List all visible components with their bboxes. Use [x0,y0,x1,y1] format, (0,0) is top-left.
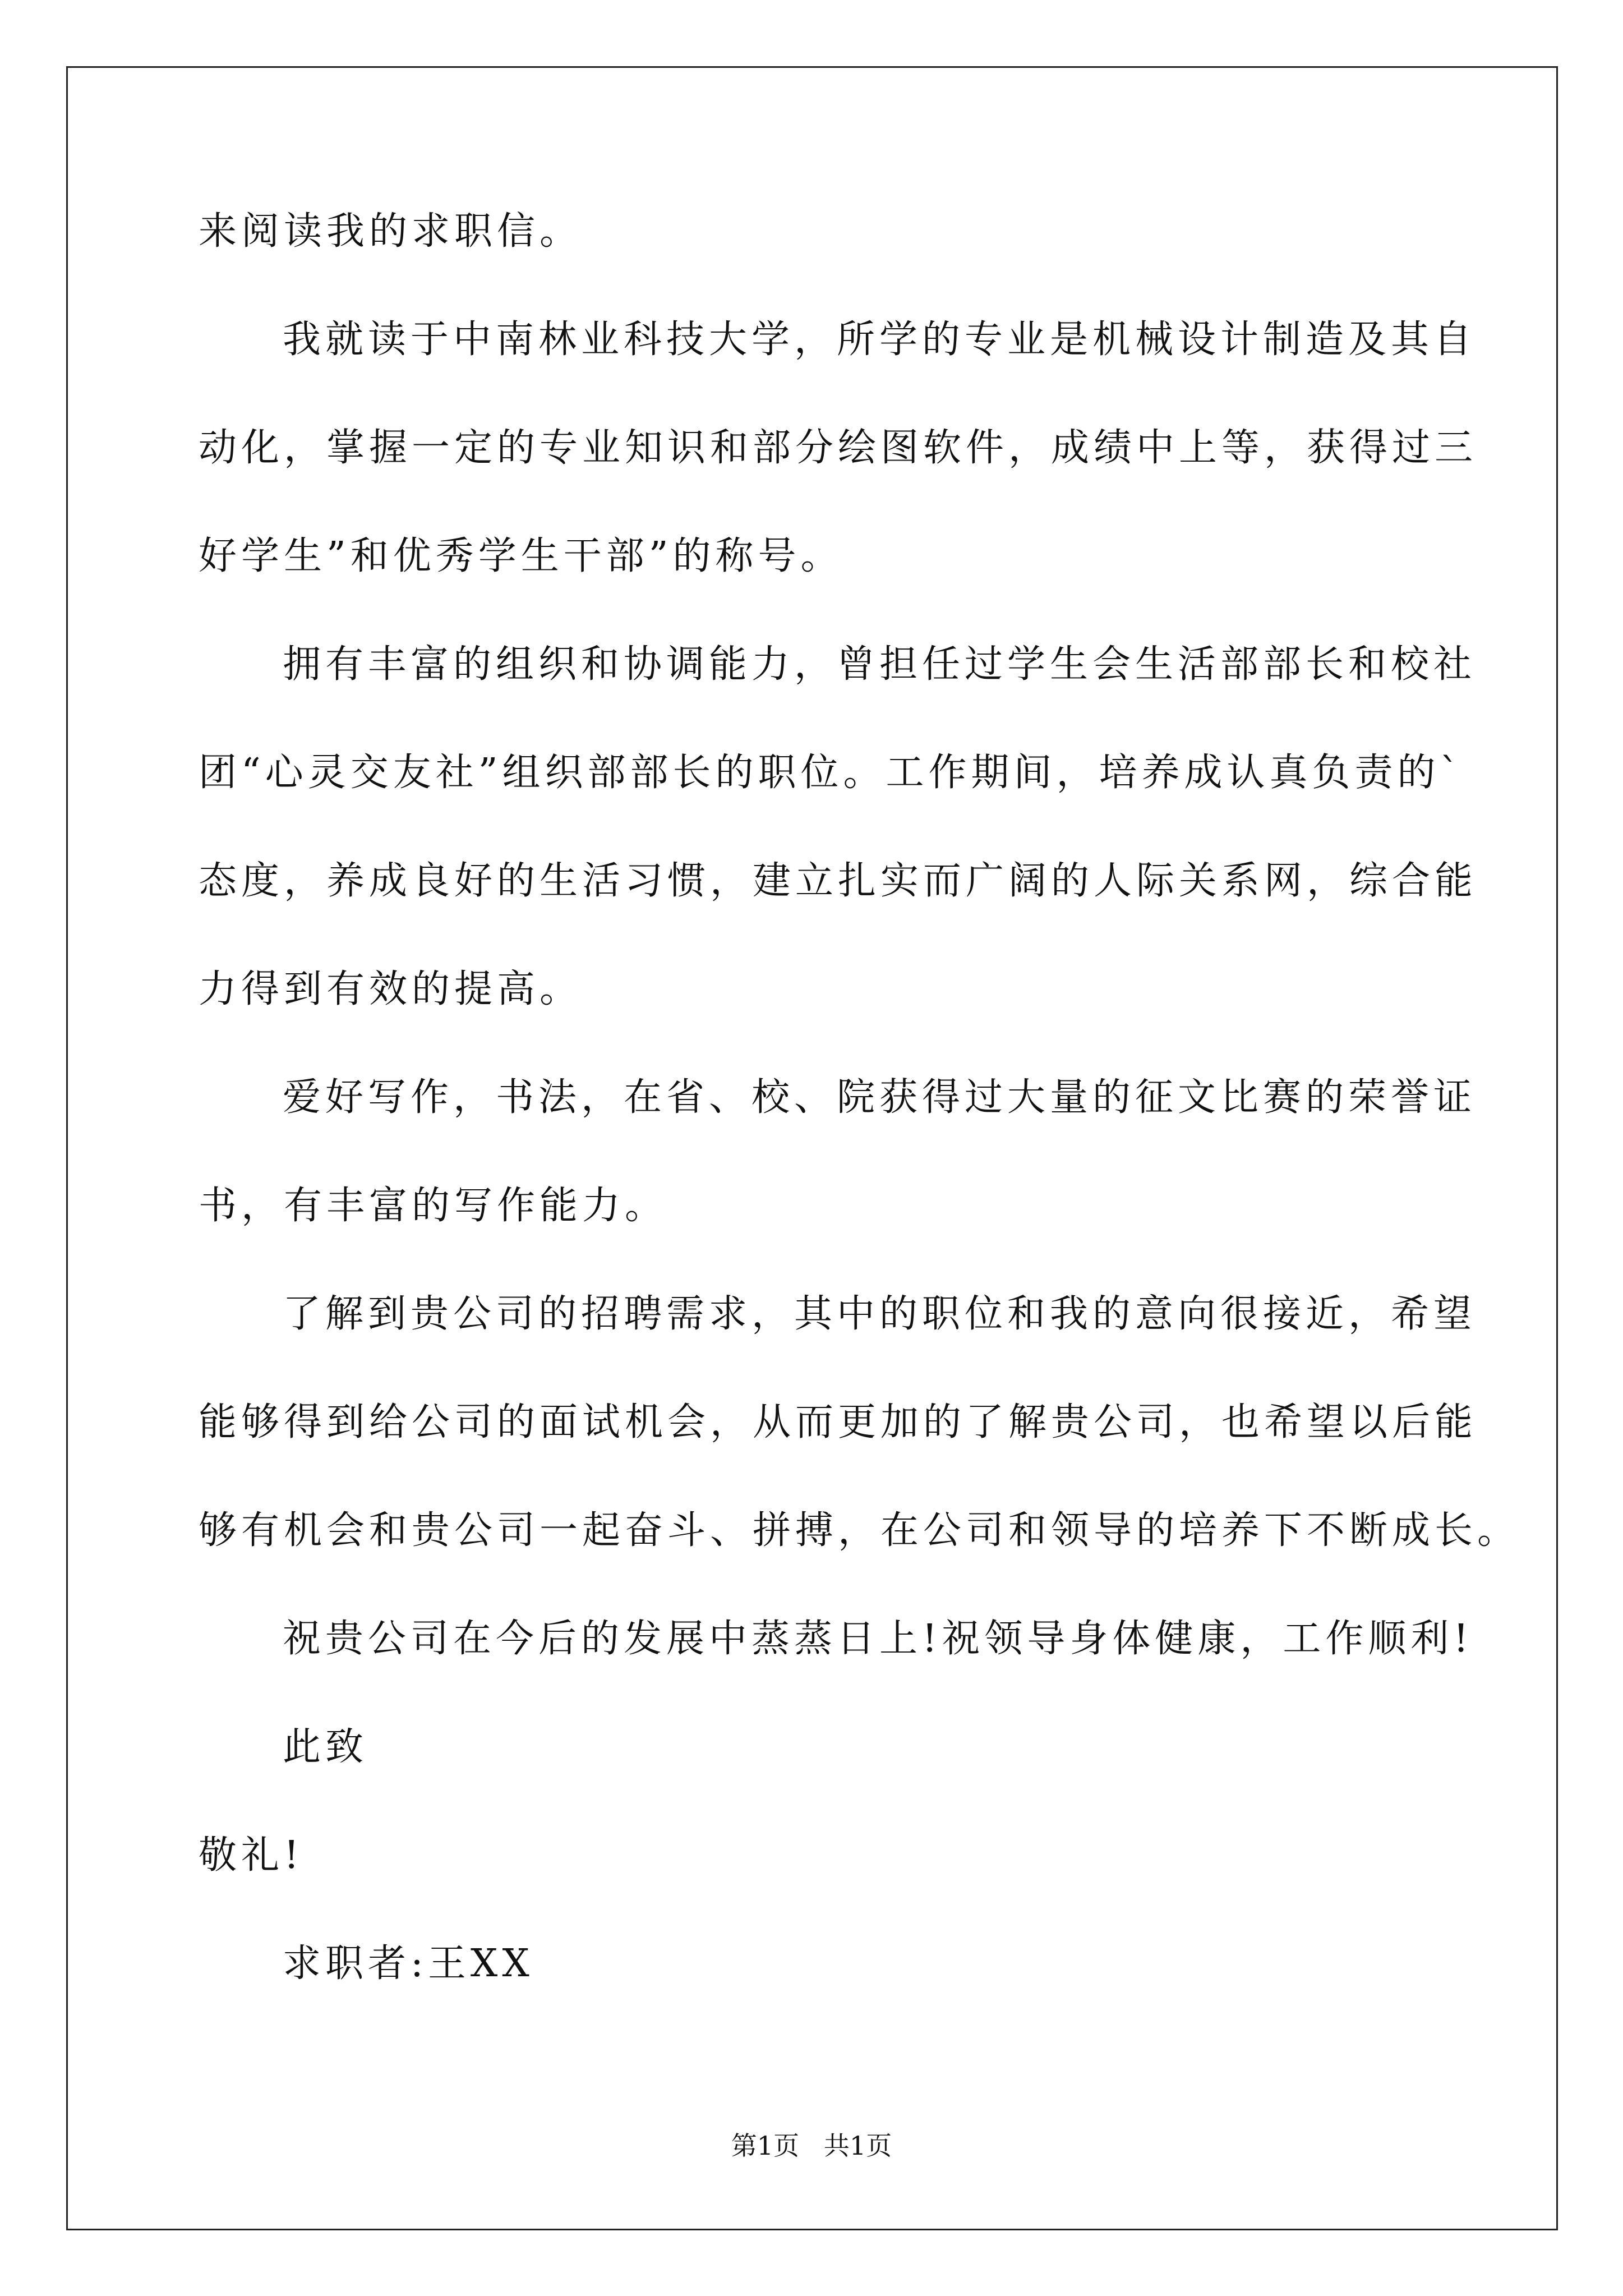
text-line: 动化，掌握一定的专业知识和部分绘图软件，成绩中上等，获得过三 [199,426,1478,470]
text-line: 拥有丰富的组织和协调能力，曾担任过学生会生活部部长和校社 [283,642,1477,687]
text-line: 力得到有效的提高。 [199,967,583,1011]
text-line: 态度，养成良好的生活习惯，建立扎实而广阔的人际关系网，综合能 [199,859,1478,903]
page-number: 第1页 共1页 [731,2131,892,2161]
text-line: 团“心灵交友社”组织部部长的职位。工作期间，培养成认真负责的` [199,751,1464,795]
text-line: 了解到贵公司的招聘需求，其中的职位和我的意向很接近，希望 [283,1292,1477,1336]
closing-line: 此致 [283,1725,368,1769]
text-line: 书，有丰富的写作能力。 [199,1184,668,1228]
text-line: 能够得到给公司的面试机会，从而更加的了解贵公司，也希望以后能 [199,1400,1478,1444]
page-border [66,66,1558,2230]
signature-line: 求职者:王XX [283,1941,534,1986]
text-line: 我就读于中南林业科技大学，所学的专业是机械设计制造及其自 [283,318,1477,362]
text-line: 爱好写作，书法，在省、校、院获得过大量的征文比赛的荣誉证 [283,1075,1477,1120]
text-line: 够有机会和贵公司一起奋斗、拼搏，在公司和领导的培养下不断成长。 [199,1508,1520,1553]
salutation-line: 敬礼! [199,1833,304,1878]
text-line: 祝贵公司在今后的发展中蒸蒸日上!祝领导身体健康，工作顺利! [283,1617,1473,1661]
text-line: 来阅读我的求职信。 [199,209,583,254]
text-line: 好学生”和优秀学生干部”的称号。 [199,534,843,578]
